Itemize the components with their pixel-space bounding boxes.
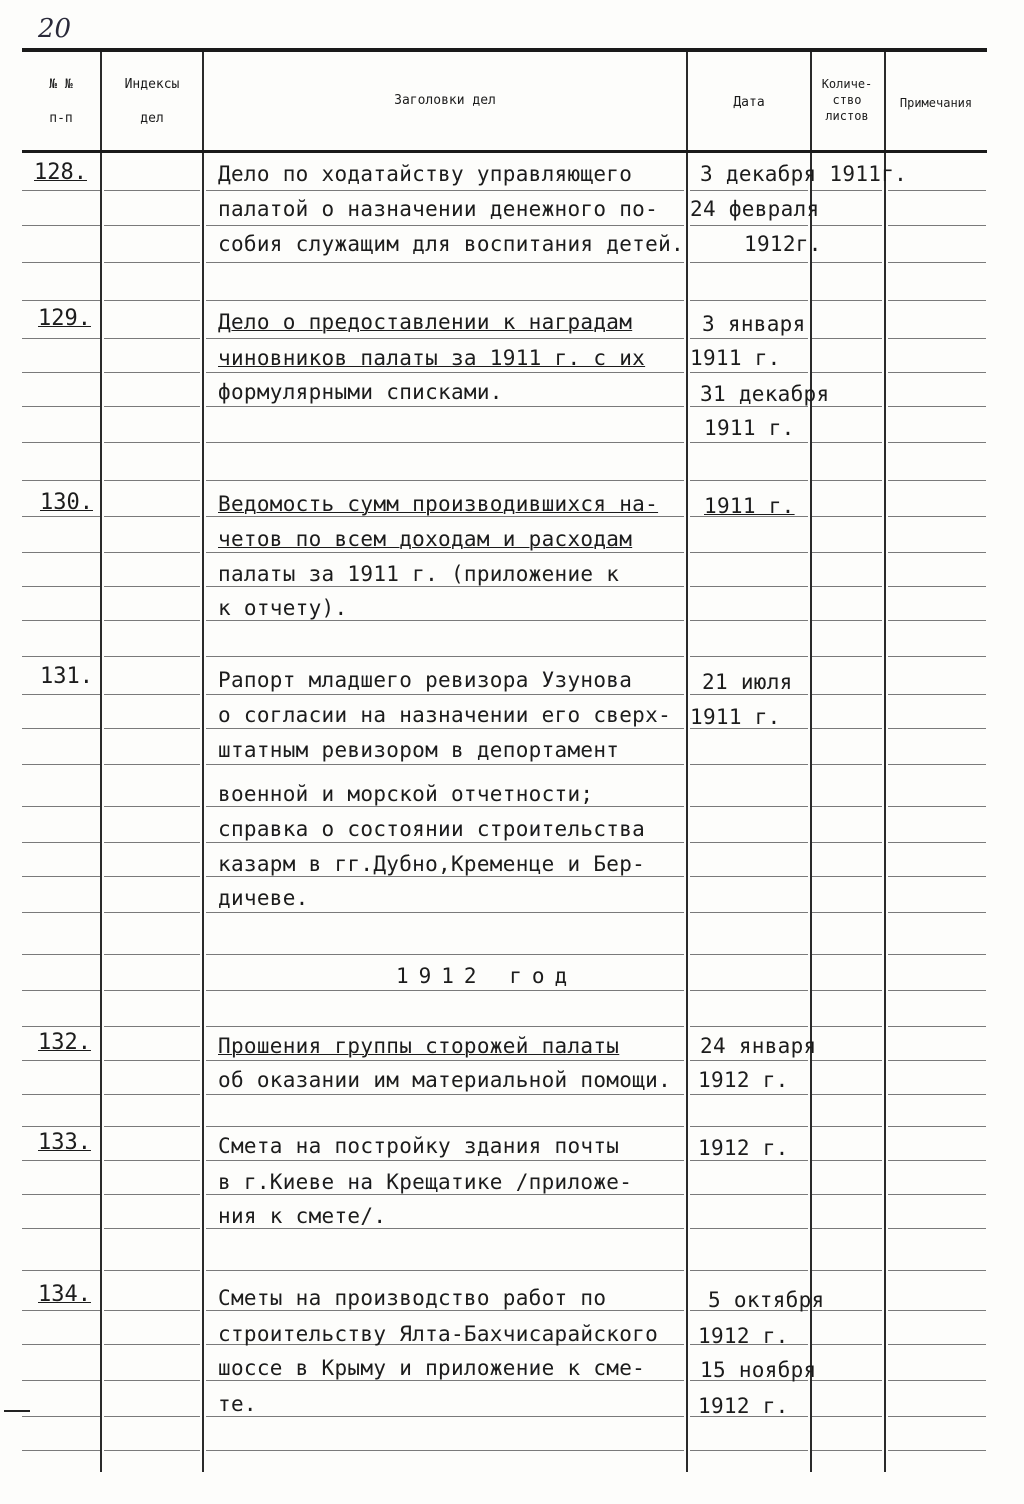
ruled-line [22,338,100,339]
ruled-line [690,1060,808,1061]
ruled-line [206,1416,684,1417]
ruled-line [690,442,808,443]
column-divider [810,52,812,1472]
header-index [104,76,200,128]
header-count-line1: Количе- [821,77,873,91]
ruled-line [812,190,882,191]
ruled-line [812,442,882,443]
ruled-line [104,406,200,407]
ruled-line [22,406,100,407]
entry-title-line: Сметы на производство работ по [218,1286,607,1310]
ruled-line [888,990,986,991]
ruled-line [206,764,684,765]
ruled-line [690,586,808,587]
ruled-line [104,1270,200,1271]
ruled-line [104,1194,200,1195]
ruled-line [888,620,986,621]
ruled-line [888,586,986,587]
ruled-line [888,262,986,263]
ruled-line [206,694,684,695]
ruled-line [22,262,100,263]
ruled-line [22,225,100,226]
ruled-line [22,1228,100,1229]
header-notes: Примечания [899,96,973,110]
ruled-line [104,876,200,877]
ruled-line [690,806,808,807]
ruled-line [888,806,986,807]
entry-title-line: Прошения группы сторожей палаты [218,1034,620,1058]
entry-title-line: в г.Киеве на Крещатике /приложе- [218,1170,633,1194]
page-number: 20 [38,14,72,44]
entry-number: 129. [38,306,91,331]
entry-date-line: 24 января [700,1034,817,1058]
ruled-line [812,338,882,339]
ruled-line [888,1060,986,1061]
ruled-line [22,728,100,729]
entry-title-line: казарм в гг.Дубно,Кременце и Бер- [218,852,646,876]
ruled-line [22,806,100,807]
entry-date-line: 1912 г. [698,1136,789,1160]
ruled-line [888,728,986,729]
ruled-line [104,1310,200,1311]
entry-date-line: 1911 г. [704,416,795,440]
ruled-line [22,656,100,657]
ruled-line [888,656,986,657]
ruled-line [206,1380,684,1381]
entry-title-line: Дело о предоставлении к наградам [218,310,633,334]
ruled-line [104,1380,200,1381]
ruled-line [888,1094,986,1095]
ruled-line [888,372,986,373]
ruled-line [104,954,200,955]
ruled-line [690,620,808,621]
entry-date-line: 1911 г. [704,494,795,518]
ruled-line [812,912,882,913]
ruled-line [812,1026,882,1027]
entry-date-line: 15 ноября [700,1358,817,1382]
ruled-line [888,300,986,301]
ruled-line [22,1026,100,1027]
ruled-line [888,694,986,695]
ruled-line [888,480,986,481]
ruled-line [812,552,882,553]
header-number-line1: № № [49,77,73,92]
entry-title-line: ния к смете/. [218,1204,387,1228]
ruled-line [22,480,100,481]
entry-title-line: к отчету). [218,596,348,620]
ruled-line [690,764,808,765]
ruled-line [22,990,100,991]
ruled-line [888,764,986,765]
ruled-line [690,262,808,263]
header-date: Дата [733,95,765,110]
ruled-line [812,1094,882,1095]
ruled-line [22,516,100,517]
ruled-line [206,1094,684,1095]
ruled-line [888,190,986,191]
ruled-line [888,1026,986,1027]
ruled-line [812,876,882,877]
ruled-line [690,954,808,955]
ruled-line [888,1126,986,1127]
ruled-line [888,552,986,553]
ruled-line [104,1160,200,1161]
ruled-line [812,1160,882,1161]
ruled-line [104,190,200,191]
ruled-line [22,442,100,443]
ruled-line [206,262,684,263]
ruled-line [206,1126,684,1127]
ruled-line [812,990,882,991]
entry-title-line: формулярными списками. [218,380,503,404]
ruled-line [206,1270,684,1271]
ruled-line [104,338,200,339]
ruled-line [22,1270,100,1271]
ruled-line [22,1450,100,1451]
ruled-line [812,516,882,517]
entry-title-line: Дело по ходатайству управляющего [218,162,633,186]
entry-date-line: 3 января [702,312,806,336]
entry-title-line: те. [218,1392,257,1416]
ruled-line [22,1126,100,1127]
ruled-line [104,912,200,913]
entry-title-line: военной и морской отчетности; [218,782,594,806]
ruled-line [812,480,882,481]
entry-title-line: об оказании им материальной помощи. [218,1068,672,1092]
ruled-line [690,1094,808,1095]
ruled-line [812,954,882,955]
header-index-line2: дел [140,111,164,126]
ruled-line [104,806,200,807]
ruled-line [206,1194,684,1195]
ruled-line [206,516,684,517]
ruled-line [206,990,684,991]
ruled-line [812,1060,882,1061]
ruled-line [812,1416,882,1417]
ruled-line [888,954,986,955]
ruled-line [888,406,986,407]
ruled-line [690,842,808,843]
ruled-line [888,842,986,843]
entry-title-line: палаты за 1911 г. (приложение к [218,562,620,586]
ruled-line [690,300,808,301]
ruled-line [206,876,684,877]
ruled-line [104,1228,200,1229]
header-sheet-count [812,76,882,124]
ruled-line [104,620,200,621]
ruled-line [206,1060,684,1061]
header-index-line1: Индексы [124,77,180,92]
ruled-line [104,586,200,587]
ruled-line [812,806,882,807]
ruled-line [206,480,684,481]
entry-title-line: четов по всем доходам и расходам [218,527,633,551]
ruled-line [206,442,684,443]
ruled-line [22,620,100,621]
ruled-line [22,586,100,587]
header-number-line2: п-п [49,111,73,126]
entry-title-line: собия служащим для воспитания детей. [218,232,684,256]
margin-mark [4,1410,30,1412]
ruled-line [22,912,100,913]
ruled-line [812,1126,882,1127]
ruled-line [104,516,200,517]
ruled-line [104,262,200,263]
ruled-line [104,1416,200,1417]
ruled-line [888,338,986,339]
entry-number: 130. [40,490,93,515]
ruled-line [888,1310,986,1311]
ruled-line [690,480,808,481]
ruled-line [104,225,200,226]
ruled-line [22,1094,100,1095]
header-count-line2: ство [832,93,862,107]
ruled-line [690,1026,808,1027]
ruled-line [812,586,882,587]
entry-date-line: 24 февраля [690,197,820,221]
ruled-line [22,954,100,955]
ruled-line [22,1194,100,1195]
ruled-line [206,586,684,587]
ruled-line [206,620,684,621]
entry-date-line: 5 октября [708,1288,825,1312]
ruled-line [206,1160,684,1161]
ruled-line [888,1416,986,1417]
ruled-line [812,372,882,373]
ruled-line [690,1228,808,1229]
header-number [24,76,98,128]
entry-number: 133. [38,1130,91,1155]
year-heading: 1912 год [396,964,578,988]
entry-title-line: палатой о назначении денежного по- [218,197,659,221]
ruled-line [812,406,882,407]
entry-title-line: Смета на постройку здания почты [218,1134,620,1158]
ruled-line [22,1160,100,1161]
ruled-line [812,300,882,301]
header-title: Заголовки дел [394,93,496,108]
ruled-line [812,842,882,843]
ruled-line [690,912,808,913]
ruled-line [690,338,808,339]
ruled-line [888,1228,986,1229]
ruled-line [22,300,100,301]
ruled-line [104,764,200,765]
ruled-line [22,1310,100,1311]
ruled-line [206,338,684,339]
ruled-line [206,656,684,657]
entry-title-line: чиновников палаты за 1911 г. с их [218,346,646,370]
entry-title-line: Ведомость сумм производившихся на- [218,492,659,516]
entry-title-line: о согласии на назначении его сверх- [218,703,672,727]
entry-date-line: 1912г. [744,232,822,256]
entry-title-line: Рапорт младшего ревизора Узунова [218,668,633,692]
entry-date-line: 1912 г. [698,1068,789,1092]
ruled-line [206,225,684,226]
ruled-line [22,552,100,553]
ruled-line [206,806,684,807]
ruled-line [812,262,882,263]
column-divider [100,52,102,1472]
header-top-border [22,48,987,52]
ruled-line [104,1026,200,1027]
ruled-line [888,1160,986,1161]
ruled-line [206,552,684,553]
ruled-line [812,1344,882,1345]
ruled-line [104,1060,200,1061]
ruled-line [22,764,100,765]
ruled-line [888,442,986,443]
entry-title-line: строительству Ялта-Бахчисарайского [218,1322,659,1346]
entry-date-line: 1912 г. [698,1324,789,1348]
ruled-line [690,406,808,407]
ruled-line [690,1194,808,1195]
ruled-line [104,656,200,657]
ruled-line [888,1380,986,1381]
entry-number: 134. [38,1282,91,1307]
ruled-line [104,990,200,991]
column-divider [884,52,886,1472]
entry-date-line: 21 июля [702,670,793,694]
entry-title-line: справка о состоянии строительства [218,817,646,841]
entry-date-line: 1911 г. [690,346,781,370]
ruled-line [206,300,684,301]
ruled-line [206,190,684,191]
ruled-line [690,1160,808,1161]
ruled-line [206,1228,684,1229]
ruled-line [888,1194,986,1195]
ruled-line [888,876,986,877]
entry-title-line: штатным ревизором в депортамент [218,738,620,762]
ruled-line [104,1450,200,1451]
header-bottom-border [22,150,987,153]
ruled-line [206,912,684,913]
entry-date-line: 31 декабря [700,382,830,406]
ruled-line [690,225,808,226]
ruled-line [22,876,100,877]
ruled-line [104,842,200,843]
ruled-line [104,1344,200,1345]
ruled-line [888,225,986,226]
ruled-line [22,1344,100,1345]
ruled-line [22,372,100,373]
ruled-line [690,694,808,695]
entry-date-line: 1912 г. [698,1394,789,1418]
ruled-line [206,954,684,955]
ruled-line [206,728,684,729]
entry-date-line: 3 декабря 1911г. [700,162,908,186]
ruled-line [690,1270,808,1271]
ruled-line [206,1026,684,1027]
column-divider [202,52,204,1472]
ruled-line [812,1450,882,1451]
ruled-line [22,1416,100,1417]
ruled-line [104,1094,200,1095]
ruled-line [104,694,200,695]
ruled-line [104,480,200,481]
ruled-line [206,1450,684,1451]
ruled-line [888,1270,986,1271]
ruled-line [206,372,684,373]
ruled-line [206,842,684,843]
ruled-line [812,225,882,226]
ruled-line [104,372,200,373]
ruled-line [690,552,808,553]
ruled-line [690,372,808,373]
ruled-line [206,1310,684,1311]
ruled-line [812,656,882,657]
entry-number: 128. [34,160,87,185]
ruled-line [888,912,986,913]
entry-title-line: дичеве. [218,886,309,910]
ruled-line [22,694,100,695]
entry-number: 132. [38,1030,91,1055]
ruled-line [690,656,808,657]
ruled-line [104,442,200,443]
ruled-line [206,406,684,407]
ruled-line [22,190,100,191]
ruled-line [22,1060,100,1061]
ruled-line [888,1450,986,1451]
ruled-line [22,1380,100,1381]
ruled-line [104,728,200,729]
ruled-line [690,990,808,991]
ruled-line [888,1344,986,1345]
ruled-line [888,516,986,517]
column-divider [686,52,688,1472]
header-count-line3: листов [825,109,869,123]
ruled-line [812,694,882,695]
ruled-line [690,190,808,191]
ruled-line [812,1194,882,1195]
ruled-line [812,620,882,621]
entry-date-line: 1911 г. [690,705,781,729]
ruled-line [690,1126,808,1127]
entry-number: 131. [40,664,93,689]
ruled-line [104,300,200,301]
ruled-line [812,728,882,729]
ruled-line [812,1270,882,1271]
ruled-line [812,1380,882,1381]
ruled-line [690,1450,808,1451]
ruled-line [104,552,200,553]
ruled-line [690,876,808,877]
ruled-line [812,1228,882,1229]
ruled-line [812,764,882,765]
ruled-line [22,842,100,843]
ruled-line [104,1126,200,1127]
entry-title-line: шоссе в Крыму и приложение к сме- [218,1356,646,1380]
